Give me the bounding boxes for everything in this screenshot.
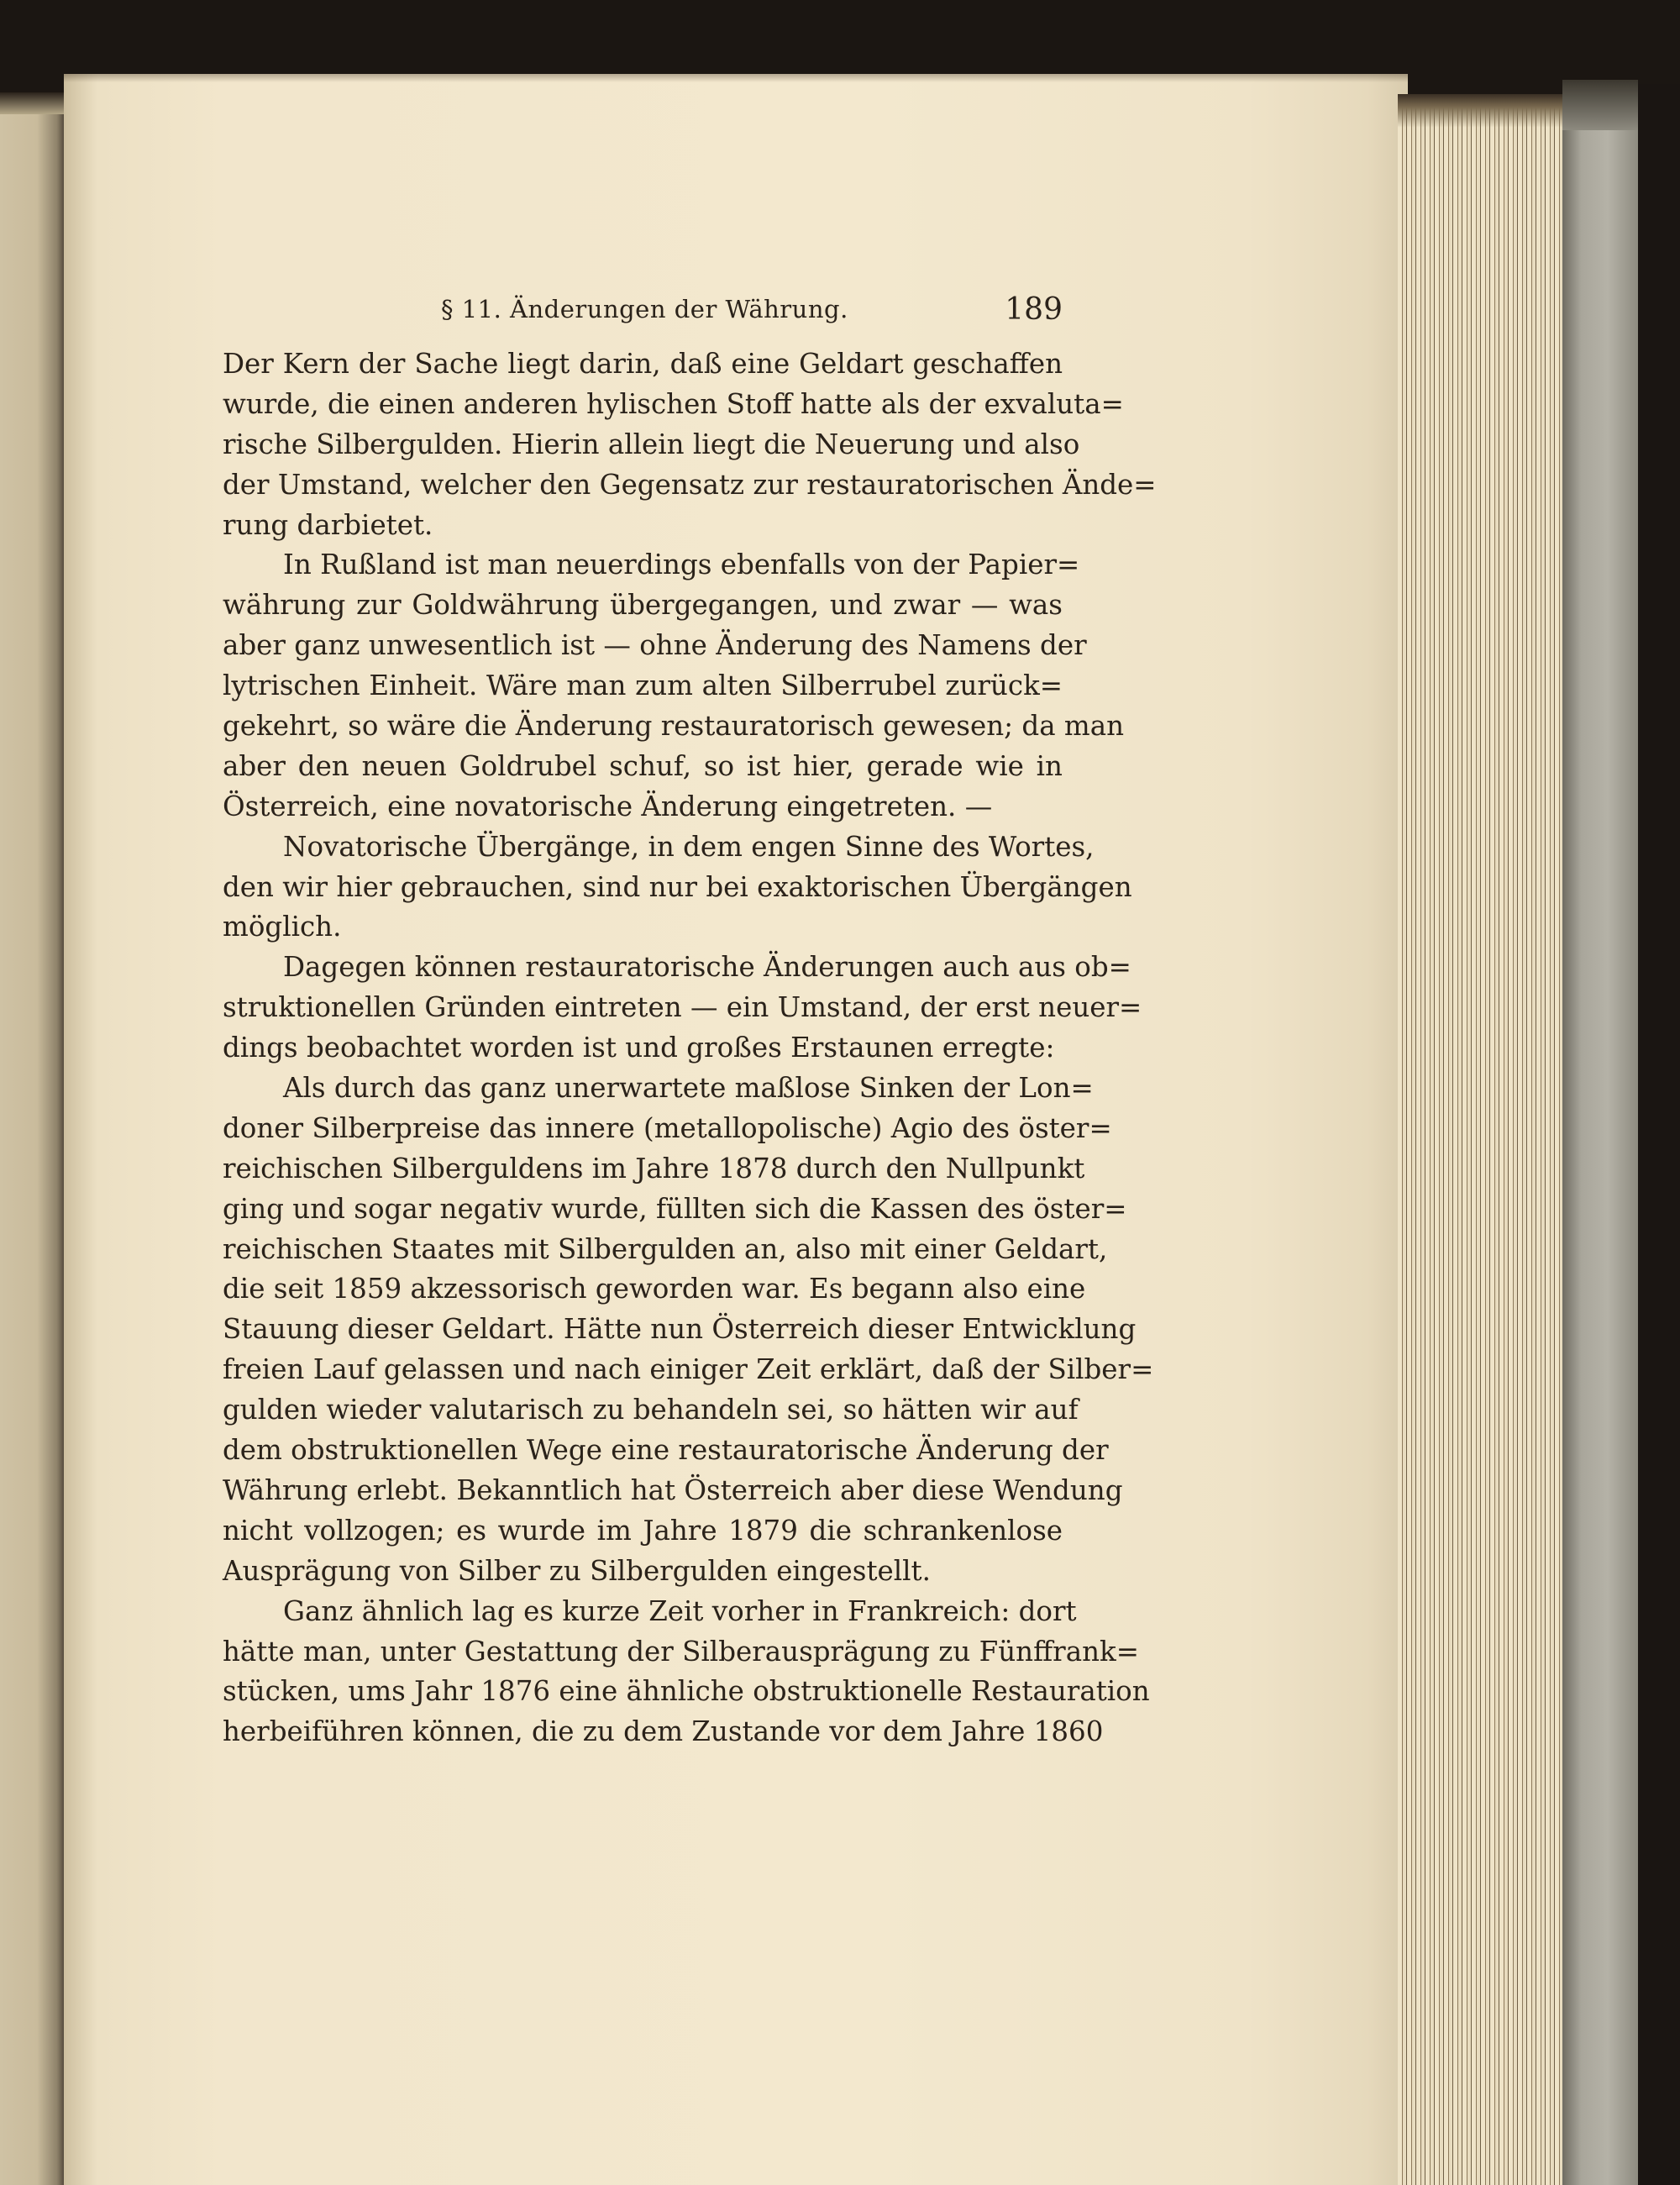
- text-line: nicht vollzogen; es wurde im Jahre 1879 die schrankenlose: [223, 1514, 1063, 1547]
- text-line: stücken, ums Jahr 1876 eine ähnliche obstruktionelle Restauration: [223, 1675, 1150, 1708]
- background-edge: [1638, 84, 1680, 2185]
- text-line: Der Kern der Sache liegt darin, daß eine Geldart geschaffen: [223, 348, 1063, 380]
- text-line: die seit 1859 akzessorisch geworden war. Es begann also eine: [223, 1273, 1086, 1305]
- page-block-top-shadow: [1398, 94, 1583, 128]
- text-line: Novatorische Übergänge, in dem engen Sinne des Wortes,: [283, 830, 1095, 863]
- text-line: reichischen Silberguldens im Jahre 1878 durch den Nullpunkt: [223, 1152, 1085, 1184]
- text-line: lytrischen Einheit. Wäre man zum alten Silberrubel zurück=: [223, 670, 1063, 702]
- paragraph: [223, 948, 1142, 1069]
- text-line: herbeiführen können, die zu dem Zustande vor dem Jahre 1860: [223, 1715, 1104, 1748]
- text-line: In Rußland ist man neuerdings ebenfalls von der Papier=: [283, 549, 1080, 581]
- text-line: rische Silbergulden. Hierin allein liegt die Neuerung und also: [223, 428, 1080, 460]
- text-line: reichischen Staates mit Silbergulden an, also mit einer Geldart,: [223, 1232, 1108, 1265]
- text-line: möglich.: [223, 911, 342, 943]
- running-head: [223, 288, 1063, 339]
- text-line: Stauung dieser Geldart. Hätte nun Österreich dieser Entwicklung: [223, 1313, 1137, 1346]
- page-block-edges: [1398, 101, 1583, 2185]
- paragraph: [223, 1592, 1150, 1753]
- text-line: Währung erlebt. Bekanntlich hat Österreich aber diese Wendung: [223, 1473, 1123, 1506]
- text-line: doner Silberpreise das innere (metallopolische) Agio des öster=: [223, 1111, 1112, 1144]
- page-top-shadow: [64, 74, 1408, 82]
- left-page-top-shadow: [0, 92, 67, 114]
- text-line: gekehrt, so wäre die Änderung restauratorisch gewesen; da man: [223, 710, 1125, 743]
- text-line: Dagegen können restauratorische Änderungen auch aus ob=: [283, 951, 1131, 984]
- text-line: Ganz ähnlich lag es kurze Zeit vorher in Frankreich: dort: [283, 1594, 1077, 1627]
- text-line: wurde, die einen anderen hylischen Stoff hatte als der exvaluta=: [223, 387, 1124, 420]
- text-line: struktionellen Gründen eintreten — ein Umstand, der erst neuer=: [223, 991, 1142, 1024]
- text-line: Ausprägung von Silber zu Silbergulden eingestellt.: [223, 1554, 931, 1587]
- paragraph: [223, 1069, 1154, 1592]
- body-text: [223, 344, 1157, 1752]
- book-cover-top-shadow: [1562, 80, 1638, 130]
- paragraph: [223, 827, 1132, 948]
- text-line: rung darbietet.: [223, 508, 433, 541]
- book-cover-board: [1562, 80, 1638, 2185]
- left-page-edge: [0, 109, 67, 2185]
- text-line: freien Lauf gelassen und nach einiger Zeit erklärt, daß der Silber=: [223, 1353, 1154, 1386]
- text-line: dem obstruktionellen Wege eine restauratorische Änderung der: [223, 1434, 1109, 1467]
- text-line: Österreich, eine novatorische Änderung eingetreten. —: [223, 790, 993, 822]
- text-line: gulden wieder valutarisch zu behandeln sei, so hätten wir auf: [223, 1394, 1079, 1426]
- text-line: Als durch das ganz unerwartete maßlose Sinken der Lon=: [283, 1072, 1094, 1105]
- text-line: dings beobachtet worden ist und großes Erstaunen erregte:: [223, 1032, 1055, 1064]
- page-number: 189: [1005, 292, 1063, 327]
- text-line: aber den neuen Goldrubel schuf, so ist hier, gerade wie in: [223, 749, 1063, 782]
- running-head-title: § 11. Änderungen der Währung.: [441, 295, 848, 323]
- text-line: währung zur Goldwährung übergegangen, und zwar — was: [223, 589, 1063, 622]
- text-line: ging und sogar negativ wurde, füllten sich die Kassen des öster=: [223, 1192, 1127, 1225]
- text-line: hätte man, unter Gestattung der Silberausprägung zu Fünffrank=: [223, 1635, 1139, 1668]
- text-line: aber ganz unwesentlich ist — ohne Änderung des Namens der: [223, 629, 1087, 662]
- text-line: den wir hier gebrauchen, sind nur bei exaktorischen Übergängen: [223, 870, 1132, 903]
- paragraph: [223, 344, 1157, 545]
- paragraph: [223, 545, 1125, 827]
- text-line: der Umstand, welcher den Gegensatz zur restauratorischen Ände=: [223, 468, 1157, 501]
